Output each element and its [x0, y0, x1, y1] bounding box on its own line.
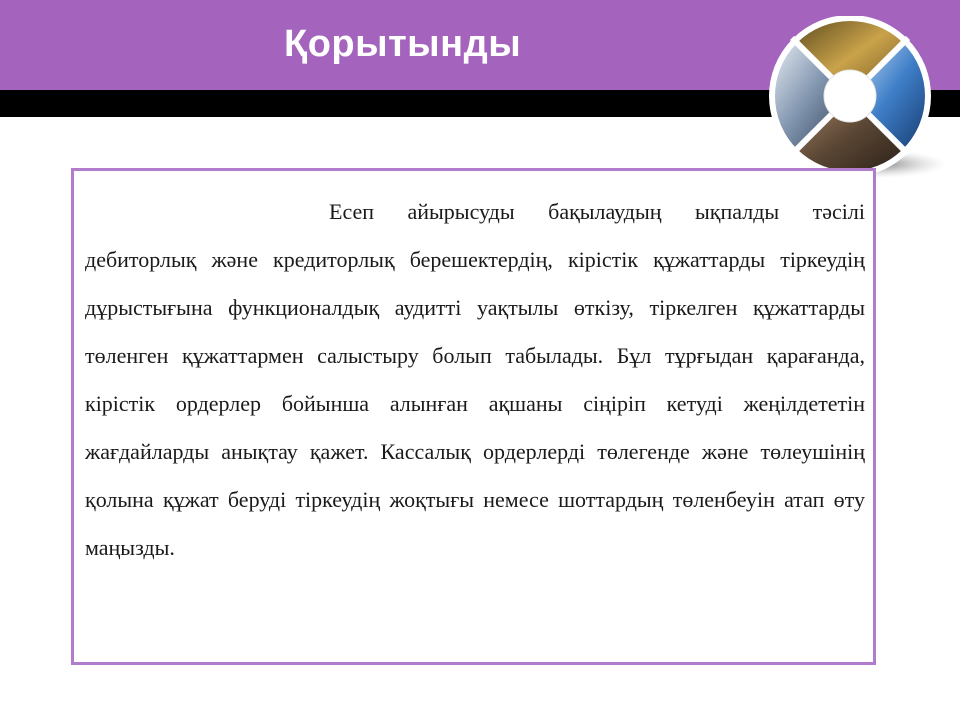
emblem-center: [824, 70, 876, 122]
business-photo-emblem: [762, 16, 952, 186]
slide-title: Қорытынды: [284, 23, 522, 65]
body-paragraph: Есеп айырысуды бақылаудың ықпалды тәсілі дебиторлық және кредиторлық берешектердің, кірістік құжаттарды тіркеудің дұрыстығына функционалдық аудитті уақтылы өткізу, тіркелген құжаттарды төленген құжаттармен салыстыру болып табылады. Бұл тұрғыдан қарағанда, кірістік ордерлер бойынша алынған ақшаны сіңіріп кетуді жеңілдететін жағдайларды анықтау қажет. Кассалық ордерлерді төлегенде және төлеушінің қолына құжат беруді тіркеудің жоқтығы немесе шоттардың төленбеуін атап өту маңызды.: [85, 199, 865, 560]
content-box: [71, 168, 876, 665]
